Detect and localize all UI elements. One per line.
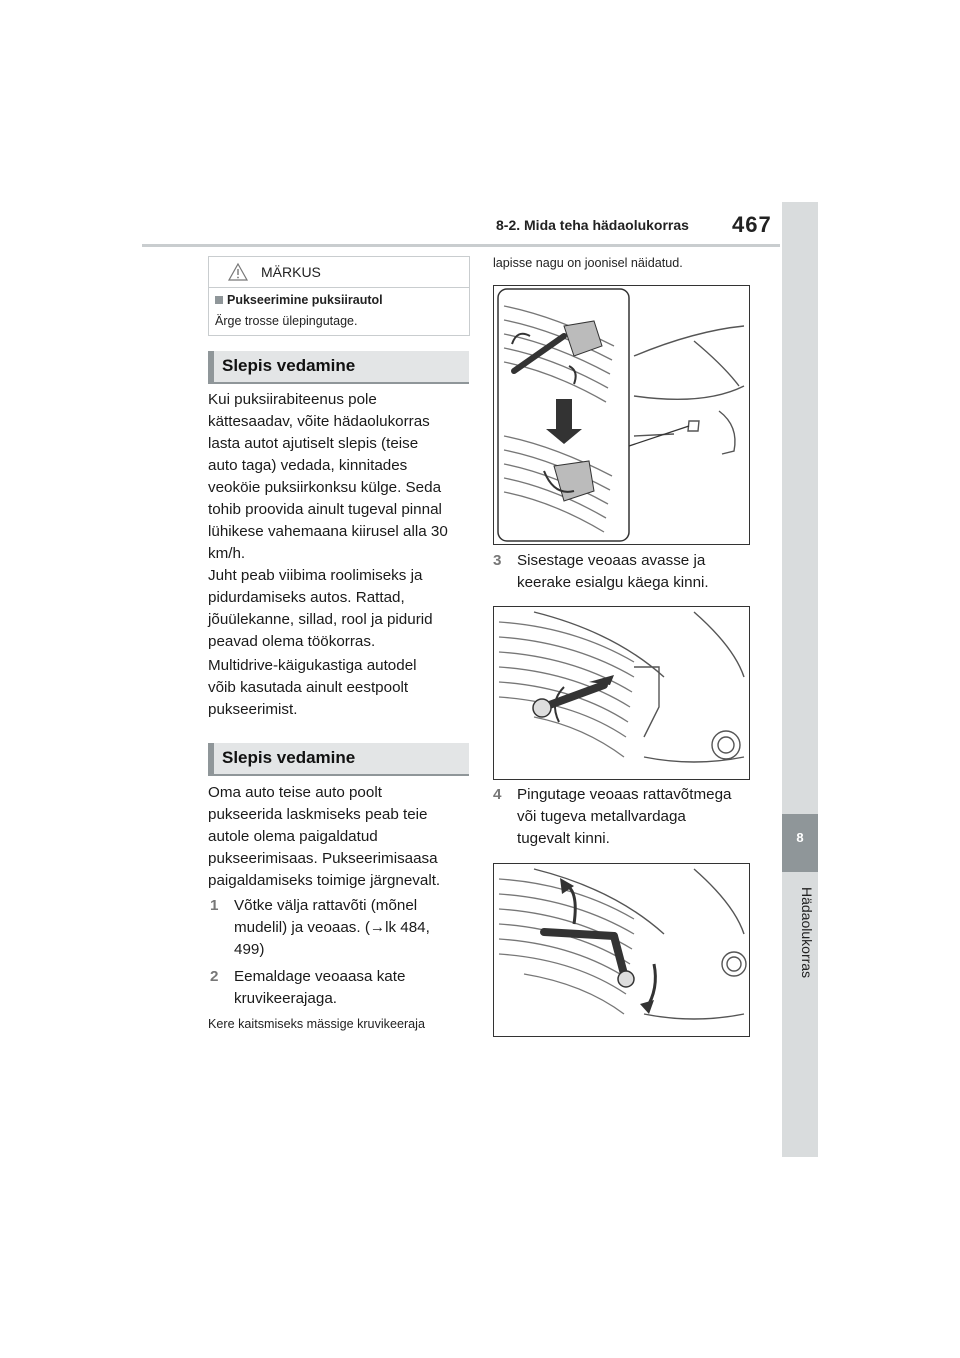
text-line: Eemaldage veoaasa kate	[234, 968, 406, 985]
heading-bar	[208, 351, 214, 382]
text-line: kruvikeerajaga.	[234, 990, 337, 1007]
header-divider	[142, 244, 780, 247]
illustration-tighten-towing-eye	[493, 863, 750, 1037]
text-line: Pingutage veoaas rattavõtmega	[517, 786, 732, 803]
text-line: autole olema paigaldatud	[208, 828, 378, 845]
text-line: Kui puksiirabiteenus pole	[208, 391, 377, 408]
text-line: km/h.	[208, 545, 246, 562]
text-line: Oma auto teise auto poolt	[208, 784, 382, 801]
text-line: peavad olema töökorras.	[208, 633, 376, 650]
notice-text: Ärge trosse ülepingutage.	[215, 314, 358, 328]
text-line: või tugeva metallvardaga	[517, 808, 686, 825]
illustration-insert-towing-eye	[493, 606, 750, 780]
notice-box	[208, 256, 470, 336]
chapter-number: 8	[796, 830, 804, 845]
section1-paragraph-2	[208, 655, 476, 721]
illustration-cover-removal	[493, 285, 750, 545]
heading-bar	[208, 743, 214, 774]
step-4	[493, 784, 753, 852]
step-2	[210, 966, 470, 1012]
page-number: 467	[732, 212, 772, 237]
text-line: Juht peab viibima roolimiseks ja	[208, 567, 423, 584]
text-line: pukseerida laskmiseks peab teie	[208, 806, 428, 823]
step-number: 3	[493, 552, 502, 569]
notice-header	[209, 257, 469, 288]
text-line: lasta autot ajutiselt slepis (teise	[208, 435, 419, 452]
step-1	[210, 895, 470, 965]
running-header: 8-2. Mida teha hädaolukorras	[496, 217, 689, 233]
text-line: mudelil) ja veoaas. (→lk 484,	[234, 919, 430, 936]
text-line: paigaldamiseks toimige järgnevalt.	[208, 872, 441, 889]
step-text	[234, 966, 405, 1010]
section-heading-2	[208, 743, 469, 776]
section2-paragraph	[208, 782, 476, 892]
figure-note-left: Kere kaitsmiseks mässige kruvikeeraja	[208, 1017, 425, 1031]
text-line: pukseerimisaas. Pukseerimisaasa	[208, 850, 438, 867]
step-3	[493, 550, 753, 596]
section-heading-text: Slepis vedamine	[222, 748, 356, 767]
section-heading-1	[208, 351, 469, 384]
text-line: auto taga) vedada, kinnitades	[208, 457, 408, 474]
text-line: võib kasutada ainult eestpoolt	[208, 679, 409, 696]
text-line: keerake esialgu käega kinni.	[517, 574, 709, 591]
text-line: lühikese vahemaana kiirusel alla 30	[208, 523, 448, 540]
step-number: 2	[210, 968, 219, 985]
text-line: tohib proovida ainult tugeval pinnal	[208, 501, 442, 518]
step-number: 1	[210, 897, 219, 914]
notice-subtitle: Pukseerimine puksiirautol	[215, 293, 383, 307]
step-text	[517, 784, 731, 850]
square-bullet-icon	[215, 296, 223, 304]
text-line: jõuülekanne, sillad, rool ja pidurid	[208, 611, 433, 628]
text-line: kättesaadav, võite hädaolukorras	[208, 413, 430, 430]
section-heading-text: Slepis vedamine	[222, 356, 356, 375]
text-line: pukseerimist.	[208, 701, 298, 718]
section1-paragraph	[208, 389, 476, 653]
text-line: Sisestage veoaas avasse ja	[517, 552, 706, 569]
text-line: veoköie puksiirkonksu külge. Seda	[208, 479, 442, 496]
text-line: 499)	[234, 941, 265, 958]
chapter-title: Hädaolukorras	[799, 887, 815, 979]
text-line: Võtke välja rattavõti (mõnel	[234, 897, 418, 914]
text-line: pidurdamiseks autos. Rattad,	[208, 589, 405, 606]
warning-triangle-icon	[227, 262, 249, 287]
notice-title: MÄRKUS	[261, 264, 321, 280]
text-line: Multidrive-käigukastiga autodel	[208, 657, 417, 674]
figure-note-right: lapisse nagu on joonisel näidatud.	[493, 256, 683, 270]
chapter-side-tab	[782, 202, 818, 1157]
text-line: tugevalt kinni.	[517, 830, 610, 847]
step-text	[234, 895, 430, 961]
step-number: 4	[493, 786, 502, 803]
step-text	[517, 550, 709, 594]
